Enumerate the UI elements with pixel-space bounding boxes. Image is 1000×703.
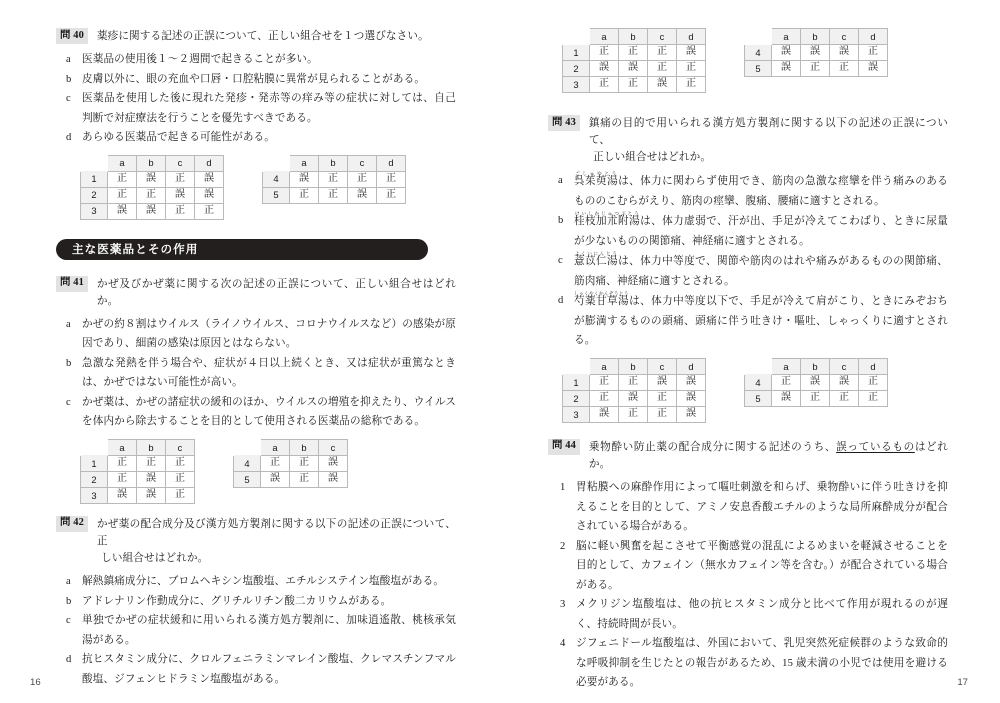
item-text: 単独でかぜの症状緩和に用いられる漢方処方製剤に、加味逍遙散、桃核承気湯がある。	[82, 615, 456, 646]
cell: 正	[319, 171, 348, 187]
column-header: d	[859, 358, 888, 374]
table-header-row	[563, 358, 706, 374]
table-row	[745, 374, 888, 390]
cell: 誤	[648, 77, 677, 93]
table-row	[81, 455, 195, 471]
question-heading	[56, 516, 456, 567]
cell: 誤	[830, 374, 859, 390]
table-row	[563, 77, 706, 93]
cell: 誤	[801, 45, 830, 61]
item-text: メクリジン塩酸塩は、他の抗ヒスタミン成分と比べて作用が現れるのが遅く、持続時間が長い。	[576, 599, 948, 630]
list-item	[56, 70, 456, 89]
ruby-reading: よくいにんとう	[574, 251, 618, 257]
question-number-badge: 問 40	[56, 28, 88, 44]
table-corner	[745, 29, 772, 45]
answer-table	[262, 155, 406, 204]
cell: 正	[166, 471, 195, 487]
question-prompt-post: はどれか。	[588, 441, 949, 470]
column-header: a	[108, 439, 137, 455]
answer-table-right	[233, 439, 348, 488]
ruby-reading: ごしゅゆとう	[574, 171, 618, 177]
question-prompt-emphasis: 誤っているもの	[836, 441, 915, 453]
cell: 誤	[619, 61, 648, 77]
answer-table-left	[562, 358, 706, 423]
cell: 誤	[195, 187, 224, 203]
list-item	[548, 478, 948, 536]
cell: 正	[619, 77, 648, 93]
cell: 正	[137, 187, 166, 203]
table-row	[234, 471, 348, 487]
cell: 正	[166, 487, 195, 503]
item-mark: b	[66, 595, 72, 607]
answer-tables	[80, 439, 456, 504]
table-corner	[563, 358, 590, 374]
cell: 誤	[677, 374, 706, 390]
section-banner: 主な医薬品とその作用	[56, 239, 428, 260]
row-number: 3	[563, 406, 590, 422]
cell: 誤	[137, 487, 166, 503]
cell: 誤	[137, 471, 166, 487]
cell: 誤	[290, 171, 319, 187]
row-number: 5	[745, 61, 772, 77]
question-q41	[56, 276, 456, 504]
column-header: a	[772, 358, 801, 374]
item-text: 急激な発熱を伴う場合や、症状が４日以上続くとき、又は症状が重篤なときは、かぜではない可能性が高い。	[82, 357, 456, 389]
cell: 正	[677, 77, 706, 93]
item-mark: a	[66, 318, 71, 330]
column-header: c	[830, 358, 859, 374]
item-mark: a	[66, 576, 71, 588]
cell: 正	[108, 171, 137, 187]
question-prompt	[97, 516, 456, 567]
item-text-rest: は、体力中等度以下で、手足が冷えて肩がこり、ときにみぞおちが膨満するものの頭痛、頭痛に伴う吐きけ・嘔吐、しゃっくりに適すとされる。	[574, 296, 948, 347]
table-row	[81, 471, 195, 487]
cell: 誤	[619, 390, 648, 406]
column-header: b	[619, 358, 648, 374]
row-number: 5	[745, 390, 772, 406]
item-text	[574, 251, 948, 291]
column-header: c	[648, 29, 677, 45]
column-header: a	[772, 29, 801, 45]
list-item	[56, 354, 456, 393]
question-prompt-pre: 乗物酔い防止薬の配合成分に関する記述のうち、	[588, 441, 837, 453]
row-number: 4	[745, 374, 772, 390]
table-corner	[234, 439, 261, 455]
cell: 誤	[801, 374, 830, 390]
table-corner	[263, 155, 290, 171]
cell: 正	[166, 171, 195, 187]
question-number-badge: 問 43	[548, 115, 580, 131]
cell: 正	[108, 187, 137, 203]
question-prompt	[589, 115, 948, 166]
cell: 正	[348, 171, 377, 187]
column-header: c	[830, 29, 859, 45]
cell: 正	[772, 374, 801, 390]
ruby-base: 桂枝加朮附湯	[574, 216, 641, 228]
item-mark: a	[66, 54, 71, 66]
table-header-row	[745, 358, 888, 374]
page-right	[500, 0, 1000, 703]
table-header-row	[745, 29, 888, 45]
question-number-badge: 問 42	[56, 516, 88, 532]
cell: 誤	[108, 487, 137, 503]
table-row	[563, 61, 706, 77]
cell: 誤	[166, 187, 195, 203]
cell: 正	[590, 374, 619, 390]
item-text: アドレナリン作動成分に、グリチルリチン酸二カリウムがある。	[82, 595, 392, 607]
question-prompt	[589, 439, 948, 473]
cell: 正	[619, 406, 648, 422]
table-corner	[81, 155, 108, 171]
column-header: d	[195, 155, 224, 171]
list-item	[548, 211, 948, 251]
cell: 正	[677, 61, 706, 77]
list-item	[56, 315, 456, 354]
row-number: 1	[81, 171, 108, 187]
row-number: 3	[81, 487, 108, 503]
list-item	[548, 171, 948, 211]
answer-table	[744, 358, 888, 407]
cell: 正	[261, 455, 290, 471]
item-text: ジフェニドール塩酸塩は、外国において、乳児突然死症候群のような致命的な呼吸抑制を生じたとの報告があるため、15 歳未満の小児では使用を避ける必要がある。	[576, 638, 948, 688]
cell: 誤	[830, 45, 859, 61]
cell: 誤	[648, 374, 677, 390]
cell: 正	[801, 390, 830, 406]
question-prompt-line2: 正しい組合せはどれか。	[593, 152, 712, 164]
answer-table	[233, 439, 348, 488]
cell: 正	[801, 61, 830, 77]
cell: 正	[137, 455, 166, 471]
question-q40	[56, 28, 456, 220]
column-header: b	[319, 155, 348, 171]
list-item	[548, 595, 948, 634]
cell: 正	[166, 203, 195, 219]
list-item	[548, 291, 948, 350]
item-text: 医薬品を使用した後に現れた発疹・発赤等の痒み等の症状に対しては、自己判断で対症療法を行うことを優先すべきである。	[82, 93, 456, 124]
answer-table-right	[262, 155, 406, 204]
cell: 誤	[772, 45, 801, 61]
item-mark: d	[66, 132, 72, 144]
cell: 誤	[677, 406, 706, 422]
item-text	[574, 171, 948, 211]
answer-table	[744, 28, 888, 77]
cell: 誤	[348, 187, 377, 203]
answer-table-left	[80, 155, 224, 220]
cell: 誤	[319, 471, 348, 487]
item-text: 胃粘膜への麻酔作用によって嘔吐刺激を和らげ、乗物酔いに伴う吐きけを抑えることを目的として、アミノ安息香酸エチルのような局所麻酔成分が配合されている場合がある。	[576, 482, 948, 533]
question-heading	[56, 28, 456, 45]
answer-table	[80, 439, 195, 504]
column-header: a	[590, 358, 619, 374]
cell: 正	[859, 390, 888, 406]
item-mark: c	[558, 255, 563, 267]
cell: 正	[377, 187, 406, 203]
cell: 正	[319, 187, 348, 203]
cell: 正	[590, 45, 619, 61]
cell: 誤	[772, 61, 801, 77]
cell: 誤	[590, 406, 619, 422]
cell: 正	[590, 77, 619, 93]
table-header-row	[263, 155, 406, 171]
column-header: b	[619, 29, 648, 45]
answer-table	[80, 155, 224, 220]
row-number: 2	[563, 390, 590, 406]
row-number: 2	[81, 187, 108, 203]
list-item	[548, 634, 948, 692]
question-prompt: 薬疹に関する記述の正誤について、正しい組合せを１つ選びなさい。	[96, 31, 429, 42]
row-number: 1	[563, 374, 590, 390]
table-row	[563, 406, 706, 422]
question-q44	[548, 439, 948, 693]
row-number: 5	[234, 471, 261, 487]
item-text	[574, 291, 948, 350]
question-q42	[56, 516, 456, 689]
column-header: b	[801, 29, 830, 45]
answer-table-left	[80, 439, 195, 504]
ruby-base: 呉茱萸湯	[574, 176, 619, 188]
table-row	[81, 203, 224, 219]
table-row	[234, 455, 348, 471]
table-row	[81, 487, 195, 503]
answer-tables	[80, 155, 456, 220]
list-item	[56, 89, 456, 128]
choice-list	[56, 50, 456, 147]
item-mark: b	[558, 215, 564, 227]
answer-tables	[562, 358, 948, 423]
row-number: 1	[81, 455, 108, 471]
column-header: a	[261, 439, 290, 455]
table-header-row	[81, 439, 195, 455]
item-text-rest: は、体力中等度で、関節や筋肉のはれや痛みがあるものの関節痛、筋肉痛、神経痛に適すとされる。	[574, 256, 948, 287]
answer-table	[562, 28, 706, 93]
question-prompt-line2: しい組合せはどれか。	[101, 553, 209, 565]
cell: 誤	[590, 61, 619, 77]
item-mark: d	[66, 654, 72, 666]
cell: 誤	[108, 203, 137, 219]
list-item	[548, 251, 948, 291]
item-mark: c	[66, 93, 71, 105]
cell: 正	[830, 61, 859, 77]
item-mark: b	[66, 357, 72, 369]
answer-table-right	[744, 28, 888, 77]
row-number: 3	[563, 77, 590, 93]
list-item	[56, 393, 456, 432]
ruby-base: 薏苡仁湯	[574, 256, 619, 268]
page-number-right: 17	[957, 677, 968, 688]
question-prompt-line1: かぜ薬の配合成分及び漢方処方製剤に関する以下の記述の正誤について、正	[96, 518, 456, 547]
cell: 正	[648, 45, 677, 61]
item-text-rest: は、体力に関わらず使用でき、筋肉の急激な痙攣を伴う痛みのあるもののこむらがえり、筋肉の痙攣、腹痛、腰痛に適すとされる。	[574, 176, 949, 207]
question-number-badge: 問 44	[548, 439, 580, 455]
list-item	[56, 128, 456, 147]
ruby-base: 芍薬甘草湯	[574, 296, 630, 308]
ruby-kanji	[574, 171, 619, 188]
column-header: c	[166, 155, 195, 171]
item-mark: a	[558, 175, 563, 187]
ruby-reading: けいしかじゅつぶとう	[574, 211, 640, 217]
answer-tables	[562, 28, 948, 93]
table-corner	[563, 29, 590, 45]
question-prompt: かぜ及びかぜ薬に関する次の記述の正誤について、正しい組合せはどれか。	[96, 278, 456, 307]
row-number: 4	[234, 455, 261, 471]
cell: 誤	[195, 171, 224, 187]
item-text: 脳に軽い興奮を起こさせて平衡感覚の混乱によるめまいを軽減させることを目的として、カフェイン（無水カフェイン等を含む。）が配合されている場合がある。	[576, 540, 948, 591]
item-mark: 3	[560, 599, 566, 611]
list-item	[56, 650, 456, 689]
choice-list	[56, 572, 456, 689]
item-mark: 4	[560, 638, 566, 650]
question-heading	[548, 439, 948, 473]
cell: 正	[859, 374, 888, 390]
cell: 正	[619, 374, 648, 390]
cell: 正	[590, 390, 619, 406]
table-row	[81, 171, 224, 187]
column-header: a	[108, 155, 137, 171]
item-text: 解熱鎮痛成分に、ブロムヘキシン塩酸塩、エチルシステイン塩酸塩がある。	[82, 576, 445, 588]
item-mark: c	[66, 615, 71, 627]
cell: 正	[166, 455, 195, 471]
cell: 正	[108, 455, 137, 471]
table-corner	[81, 439, 108, 455]
table-row	[745, 390, 888, 406]
table-row	[563, 390, 706, 406]
cell: 誤	[137, 171, 166, 187]
list-item	[56, 592, 456, 611]
ruby-kanji	[574, 291, 630, 308]
choice-list	[548, 171, 948, 350]
row-number: 2	[81, 471, 108, 487]
column-header: d	[859, 29, 888, 45]
cell: 正	[195, 203, 224, 219]
item-mark: c	[66, 396, 71, 408]
row-number: 4	[745, 45, 772, 61]
cell: 誤	[859, 61, 888, 77]
question-prompt-line1: 鎮痛の目的で用いられる漢方処方製剤に関する以下の記述の正誤について、	[588, 118, 948, 147]
cell: 誤	[772, 390, 801, 406]
item-text: 皮膚以外に、眼の充血や口唇・口腔粘膜に異常が見られることがある。	[82, 73, 426, 85]
table-header-row	[563, 29, 706, 45]
cell: 正	[290, 187, 319, 203]
column-header: a	[290, 155, 319, 171]
list-item	[56, 572, 456, 591]
item-text: あらゆる医薬品で起きる可能性がある。	[82, 132, 275, 144]
item-text: かぜの約８割はウイルス（ライノウイルス、コロナウイルスなど）の感染が原因であり、細菌の感染は原因とはならない。	[82, 318, 456, 350]
table-header-row	[234, 439, 348, 455]
cell: 正	[830, 390, 859, 406]
row-number: 4	[263, 171, 290, 187]
answer-table-right	[744, 358, 888, 407]
item-text: 抗ヒスタミン成分に、クロルフェニラミンマレイン酸塩、クレマスチンフマル酸塩、ジフェンヒドラミン塩酸塩がある。	[82, 654, 456, 685]
cell: 誤	[261, 471, 290, 487]
cell: 正	[108, 471, 137, 487]
cell: 正	[648, 61, 677, 77]
row-number: 2	[563, 61, 590, 77]
cell: 正	[648, 406, 677, 422]
column-header: c	[166, 439, 195, 455]
cell: 正	[859, 45, 888, 61]
cell: 正	[648, 390, 677, 406]
column-header: b	[137, 439, 166, 455]
table-row	[263, 171, 406, 187]
question-heading	[56, 276, 456, 310]
item-text-rest: は、体力虚弱で、汗が出、手足が冷えてこわばり、ときに尿量が少ないものの関節痛、神経痛に適すとされる。	[574, 216, 948, 247]
table-header-row	[81, 155, 224, 171]
list-item	[548, 537, 948, 595]
column-header: c	[319, 439, 348, 455]
cell: 正	[377, 171, 406, 187]
page-number-left: 16	[30, 677, 41, 688]
list-item	[56, 50, 456, 69]
item-text: 医薬品の使用後１～２週間で起きることが多い。	[82, 54, 318, 66]
row-number: 5	[263, 187, 290, 203]
cell: 誤	[677, 45, 706, 61]
cell: 誤	[677, 390, 706, 406]
choice-list	[548, 478, 948, 692]
column-header: c	[648, 358, 677, 374]
ruby-kanji	[574, 211, 641, 228]
question-q43	[548, 115, 948, 423]
column-header: b	[137, 155, 166, 171]
table-row	[563, 374, 706, 390]
column-header: d	[677, 29, 706, 45]
ruby-kanji	[574, 251, 619, 268]
row-number: 3	[81, 203, 108, 219]
list-item	[56, 611, 456, 650]
answer-table-left	[562, 28, 706, 93]
table-row	[81, 187, 224, 203]
cell: 正	[619, 45, 648, 61]
column-header: a	[590, 29, 619, 45]
cell: 誤	[137, 203, 166, 219]
cell: 正	[290, 455, 319, 471]
table-row	[745, 61, 888, 77]
table-row	[745, 45, 888, 61]
question-heading	[548, 115, 948, 166]
ruby-reading: しゃくやくかんぞうとう	[574, 291, 629, 297]
column-header: c	[348, 155, 377, 171]
table-row	[563, 45, 706, 61]
item-text: かぜ薬は、かぜの諸症状の緩和のほか、ウイルスの増殖を抑えたり、ウイルスを体内から除去することを目的として使用される医薬品の総称である。	[82, 396, 456, 428]
column-header: b	[290, 439, 319, 455]
item-text	[574, 211, 948, 251]
cell: 正	[290, 471, 319, 487]
column-header: d	[377, 155, 406, 171]
choice-list	[56, 315, 456, 432]
item-mark: b	[66, 73, 72, 85]
cell: 誤	[319, 455, 348, 471]
column-header: b	[801, 358, 830, 374]
column-header: d	[677, 358, 706, 374]
answer-table	[562, 358, 706, 423]
table-corner	[745, 358, 772, 374]
table-row	[263, 187, 406, 203]
item-mark: 1	[560, 482, 566, 494]
question-number-badge: 問 41	[56, 276, 88, 292]
row-number: 1	[563, 45, 590, 61]
item-mark: d	[558, 295, 564, 307]
item-mark: 2	[560, 540, 566, 552]
